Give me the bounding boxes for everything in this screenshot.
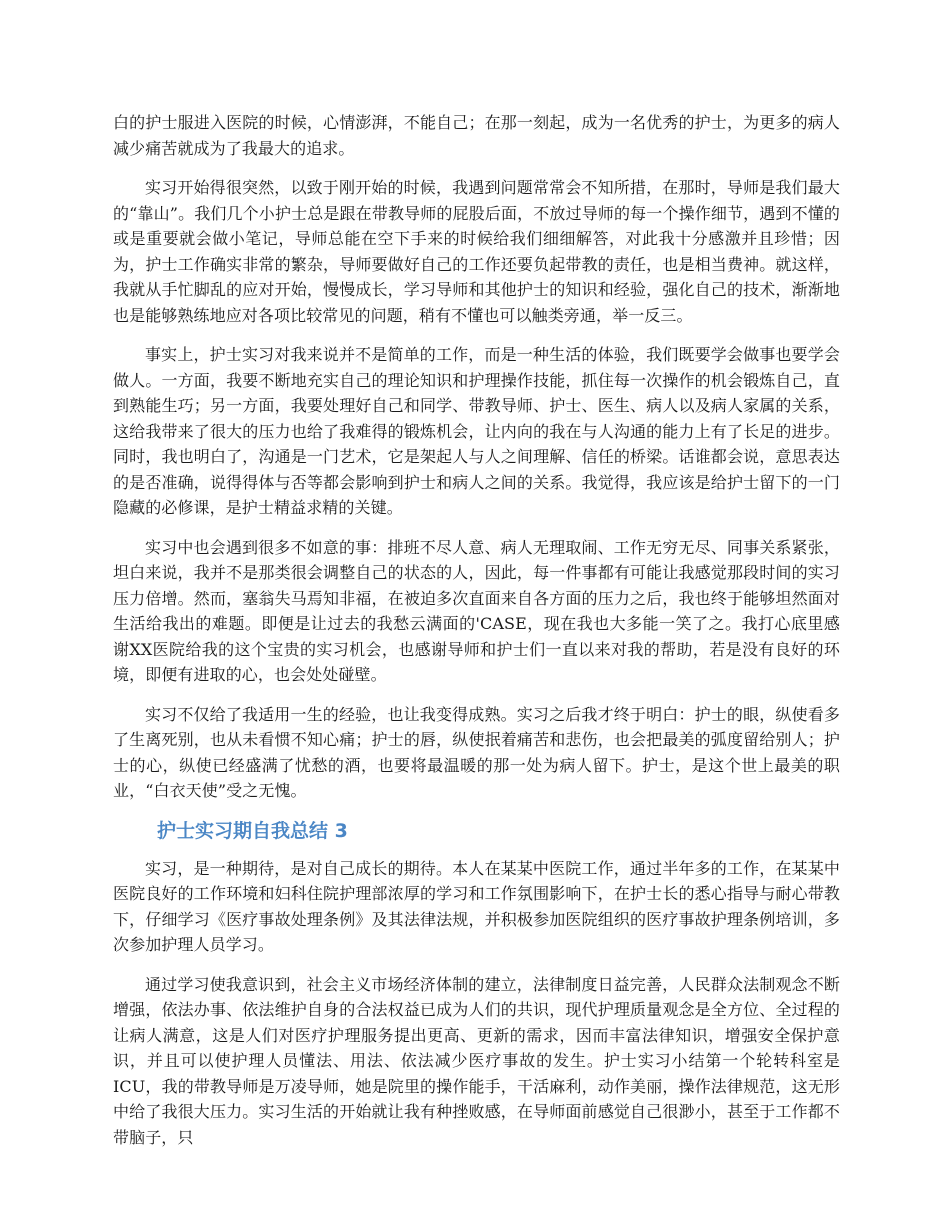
- paragraph-7: 通过学习使我意识到，社会主义市场经济体制的建立，法律制度日益完善，人民群众法制观念不断增强，依法办事、依法维护自身的合法权益已成为人们的共识，现代护理质量观念是全方位、全过程的让病人满意，这是人们对医疗护理服务提出更高、更新的需求，因而丰富法律知识，增强安全保护意识，并且可以使护理人员懂法、用法、依法减少医疗事故的发生。护士实习小结第一个轮转科室是ICU，我的带教导师是万凌导师，她是院里的操作能手，干活麻利，动作美丽，操作法律规范，这无形中给了我很大压力。实习生活的开始就让我有种挫败感，在导师面前感觉自己很渺小，甚至于工作都不带脑子，只: [113, 974, 840, 1147]
- paragraph-6: 实习，是一种期待，是对自己成长的期待。本人在某某中医院工作，通过半年多的工作，在某某中医院良好的工作环境和妇科住院护理部浓厚的学习和工作氛围影响下，在护士长的悉心指导与耐心带教下，仔细学习《医疗事故处理条例》及其法律法规，并积极参加医院组织的医疗事故护理条例培训，多次参加护理人员学习。: [113, 858, 840, 954]
- document-page: [113, 110, 840, 1164]
- paragraph-2: 实习开始得很突然，以致于刚开始的时候，我遇到问题常常会不知所措，在那时，导师是我们最大的“靠山”。我们几个小护士总是跟在带教导师的屁股后面，不放过导师的每一个操作细节，遇到不懂的或是重要就会做小笔记，导师总能在空下手来的时候给我们细细解答，对此我十分感激并且珍惜；因为，护士工作确实非常的繁杂，导师要做好自己的工作还要负起带教的责任，也是相当费神。就这样，我就从手忙脚乱的应对开始，慢慢成长，学习导师和其他护士的知识和经验，强化自己的技术，渐渐地也是能够熟练地应对各项比较常见的问题，稍有不懂也可以触类旁通，举一反三。: [113, 178, 840, 325]
- paragraph-5: 实习不仅给了我适用一生的经验，也让我变得成熟。实习之后我才终于明白：护士的眼，纵使看多了生离死别，也从未看惯不知心痛；护士的唇，纵使抿着痛苦和悲伤，也会把最美的弧度留给别人；护士的心，纵使已经盛满了忧愁的酒，也要将最温暖的那一处为病人留下。护士，是这个世上最美的职业，“白衣天使”受之无愧。: [113, 704, 840, 800]
- paragraph-1: 白的护士服进入医院的时候，心情澎湃，不能自己；在那一刻起，成为一名优秀的护士，为更多的病人减少痛苦就成为了我最大的追求。: [113, 113, 840, 158]
- paragraph-4: 实习中也会遇到很多不如意的事：排班不尽人意、病人无理取闹、工作无穷无尽、同事关系紧张，坦白来说，我并不是那类很会调整自己的状态的人，因此，每一件事都有可能让我感觉那段时间的实习压力倍增。然而，塞翁失马焉知非福，在被迫多次直面来自各方面的压力之后，我也终于能够坦然面对生活给我出的难题。即便是让过去的我愁云满面的'CASE，现在我也大多能一笑了之。我打心底里感谢XX医院给我的这个宝贵的实习机会，也感谢导师和护士们一直以来对我的帮助，若是没有良好的环境，即便有进取的心，也会处处碰壁。: [113, 537, 840, 684]
- paragraph-3: 事实上，护士实习对我来说并不是简单的工作，而是一种生活的体验，我们既要学会做事也要学会做人。一方面，我要不断地充实自己的理论知识和护理操作技能，抓住每一次操作的机会锻炼自己，直到熟能生巧；另一方面，我要处理好自己和同学、带教导师、护士、医生、病人以及病人家属的关系，这给我带来了很大的压力也给了我难得的锻炼机会，让内向的我在与人沟通的能力上有了长足的进步。同时，我也明白了，沟通是一门艺术，它是架起人与人之间理解、信任的桥梁。话谁都会说，意思表达的是否准确，说得得体与否等都会影响到护士和病人之间的关系。我觉得，我应该是给护士留下的一门隐藏的必修课，是护士精益求精的关键。: [113, 345, 840, 517]
- section-heading: 护士实习期自我总结 3: [157, 819, 348, 842]
